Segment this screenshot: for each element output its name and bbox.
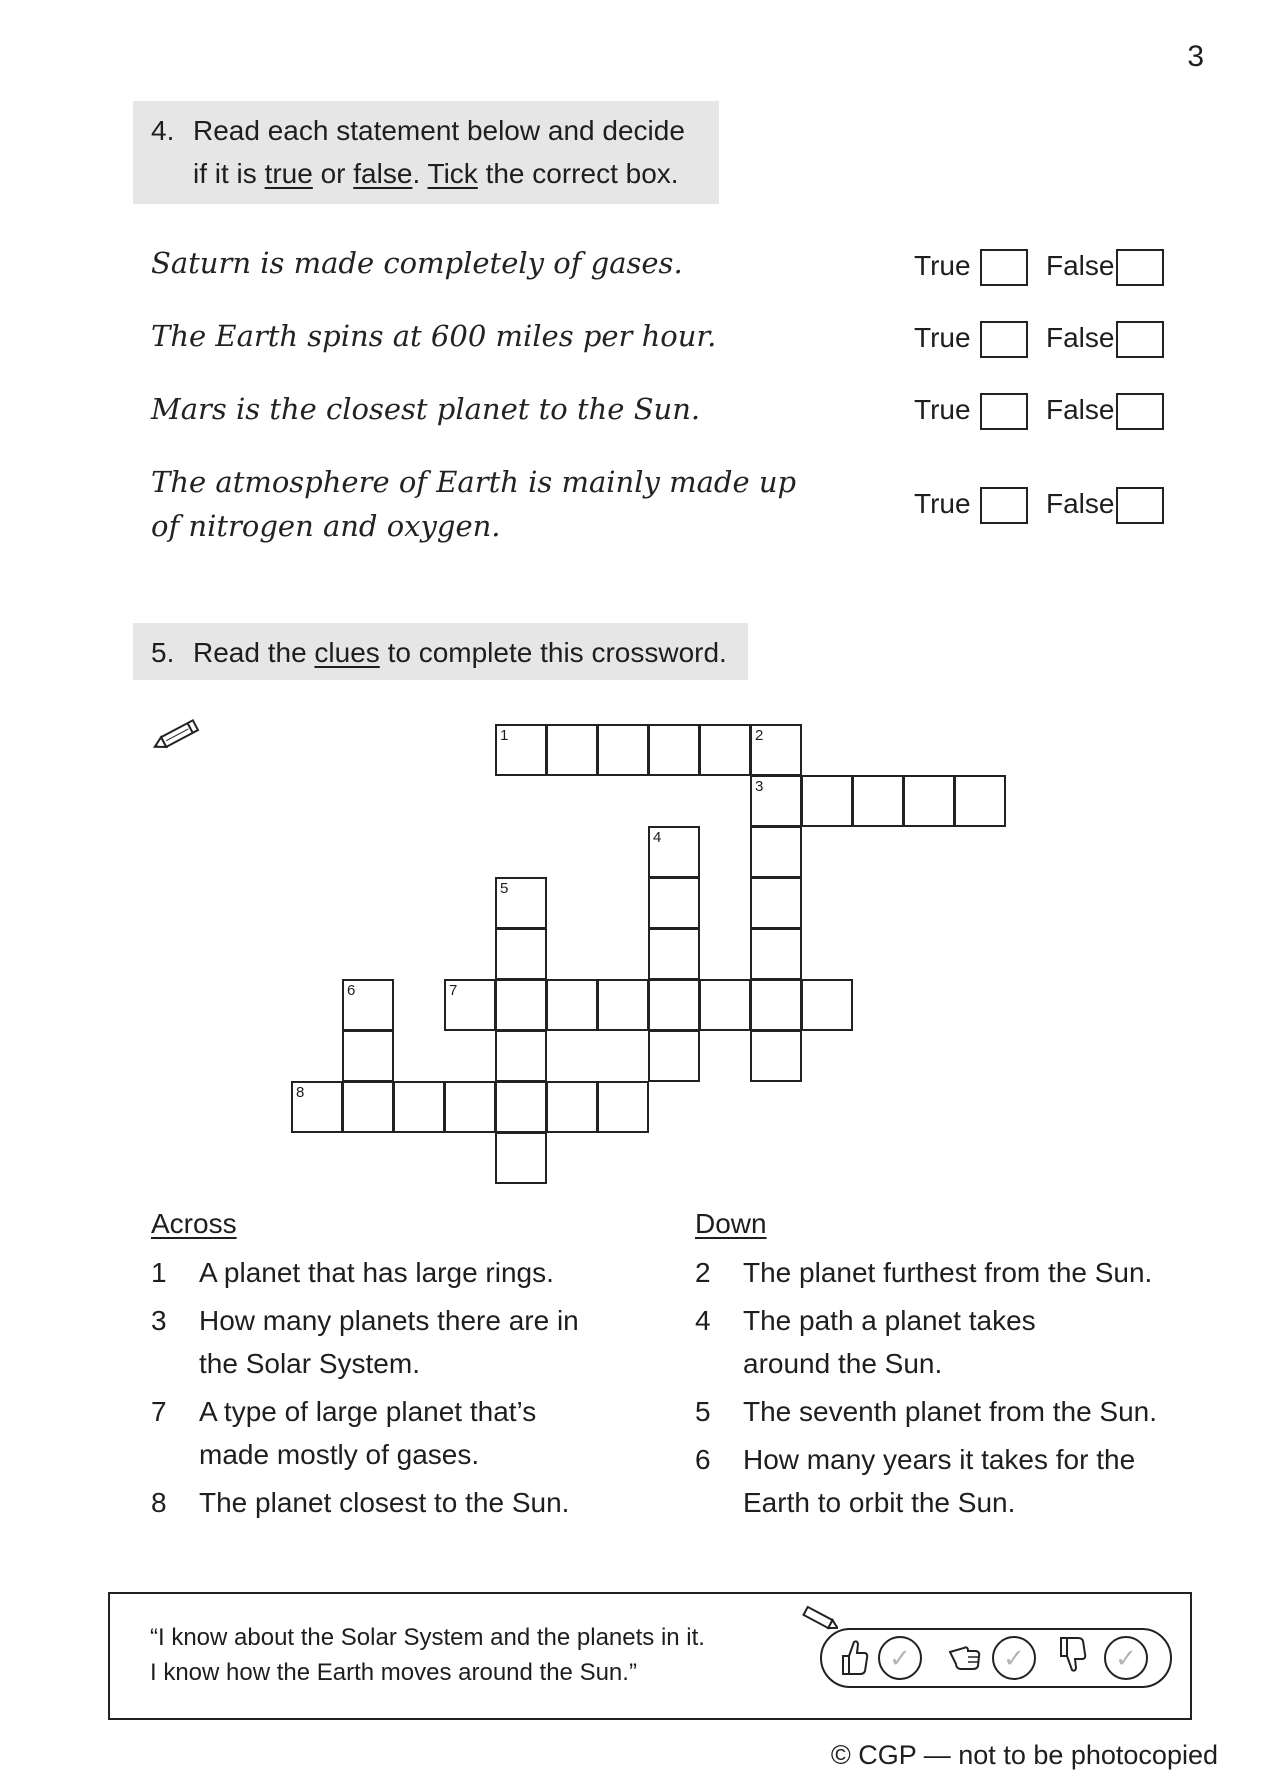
crossword-cell[interactable] bbox=[699, 979, 751, 1031]
true-checkbox[interactable] bbox=[980, 393, 1028, 430]
true-label: True bbox=[914, 488, 971, 519]
across-clues bbox=[151, 1202, 621, 1529]
question-5-instruction: 5. Read the clues to complete this crossword. bbox=[133, 623, 748, 680]
self-assessment-box bbox=[108, 1592, 1192, 1720]
crossword-cell[interactable] bbox=[801, 775, 853, 827]
down-heading: Down bbox=[695, 1208, 767, 1239]
crossword-cell[interactable] bbox=[903, 775, 955, 827]
true-label: True bbox=[914, 250, 971, 281]
crossword-clue-number: 1 bbox=[500, 727, 509, 744]
crossword-cell[interactable] bbox=[648, 826, 700, 878]
false-label: False bbox=[1046, 394, 1115, 425]
crossword-clue-number: 3 bbox=[755, 778, 764, 795]
clue-item: 4 The path a planet takes around the Sun. bbox=[695, 1305, 1036, 1379]
statement-2: The Earth spins at 600 miles per hour. bbox=[151, 319, 717, 353]
crossword-cell[interactable] bbox=[648, 1030, 700, 1082]
crossword-cell[interactable] bbox=[648, 979, 700, 1031]
false-checkbox[interactable] bbox=[1116, 321, 1164, 358]
crossword-cell[interactable] bbox=[597, 724, 649, 776]
crossword-cell[interactable] bbox=[546, 979, 598, 1031]
crossword-cell[interactable] bbox=[342, 979, 394, 1031]
crossword-cell[interactable] bbox=[648, 928, 700, 980]
self-assessment-text: “I know about the Solar System and the planets in it. I know how the Earth moves around the Sun.” bbox=[150, 1624, 705, 1686]
false-checkbox[interactable] bbox=[1116, 487, 1164, 524]
true-checkbox[interactable] bbox=[980, 321, 1028, 358]
crossword-cell[interactable] bbox=[495, 979, 547, 1031]
across-heading: Across bbox=[151, 1208, 237, 1239]
question-5-number: 5. bbox=[151, 637, 175, 668]
thumbs-up-icon bbox=[840, 1638, 870, 1678]
page-number: 3 bbox=[1187, 40, 1204, 73]
true-label: True bbox=[914, 322, 971, 353]
crossword-cell[interactable] bbox=[495, 724, 547, 776]
crossword-cell[interactable] bbox=[750, 979, 802, 1031]
crossword-cell[interactable] bbox=[546, 1081, 598, 1133]
clue-item: 5 The seventh planet from the Sun. bbox=[695, 1396, 1158, 1427]
crossword-clue-number: 2 bbox=[755, 727, 764, 744]
crossword-cell[interactable] bbox=[750, 877, 802, 929]
crossword-cell[interactable] bbox=[495, 1030, 547, 1082]
statement-4-line-2: of nitrogen and oxygen. bbox=[151, 509, 501, 543]
question-4-number: 4. bbox=[151, 115, 175, 146]
false-checkbox[interactable] bbox=[1116, 249, 1164, 286]
crossword-cell[interactable] bbox=[750, 775, 802, 827]
clue-item: 3 How many planets there are in the Solar System. bbox=[151, 1305, 579, 1379]
crossword-clue-number: 5 bbox=[500, 880, 509, 897]
crossword-cell[interactable] bbox=[852, 775, 904, 827]
clue-item: 7 A type of large planet that’s made mostly of gases. bbox=[151, 1396, 537, 1470]
crossword-clue-number: 7 bbox=[449, 982, 458, 999]
crossword-cell[interactable] bbox=[597, 1081, 649, 1133]
crossword-cell[interactable] bbox=[495, 1081, 547, 1133]
clue-item: 2 The planet furthest from the Sun. bbox=[695, 1257, 1153, 1288]
statement-4-line-1: The atmosphere of Earth is mainly made up bbox=[151, 465, 797, 499]
crossword-cell[interactable] bbox=[444, 979, 496, 1031]
false-checkbox[interactable] bbox=[1116, 393, 1164, 430]
pencil-icon bbox=[150, 718, 206, 752]
thumbs-down-icon bbox=[1058, 1634, 1088, 1676]
statement-1: Saturn is made completely of gases. bbox=[151, 246, 683, 280]
crossword-cell[interactable] bbox=[291, 1081, 343, 1133]
crossword-cell[interactable] bbox=[699, 724, 751, 776]
rating-scale bbox=[820, 1628, 1172, 1688]
rating-circle-ok[interactable]: ✓ bbox=[992, 1636, 1036, 1680]
copyright-notice: © CGP — not to be photocopied bbox=[830, 1740, 1218, 1770]
clue-item: 1 A planet that has large rings. bbox=[151, 1257, 554, 1288]
pencil-icon bbox=[794, 1602, 838, 1632]
crossword-cell[interactable] bbox=[750, 826, 802, 878]
crossword-cell[interactable] bbox=[495, 928, 547, 980]
crossword-cell[interactable] bbox=[495, 1132, 547, 1184]
crossword-cell[interactable] bbox=[546, 724, 598, 776]
question-4-line-1: Read each statement below and decide bbox=[193, 115, 685, 146]
false-label: False bbox=[1046, 488, 1115, 519]
crossword-cell[interactable] bbox=[597, 979, 649, 1031]
crossword-clue-number: 6 bbox=[347, 982, 356, 999]
crossword-cell[interactable] bbox=[342, 1030, 394, 1082]
crossword-cell[interactable] bbox=[342, 1081, 394, 1133]
rating-circle-bad[interactable]: ✓ bbox=[1104, 1636, 1148, 1680]
true-label: True bbox=[914, 394, 971, 425]
statement-3: Mars is the closest planet to the Sun. bbox=[151, 392, 701, 426]
crossword-clue-number: 4 bbox=[653, 829, 662, 846]
crossword-cell[interactable] bbox=[648, 877, 700, 929]
true-checkbox[interactable] bbox=[980, 487, 1028, 524]
question-4-line-2: if it is true or false. Tick the correct box. bbox=[193, 158, 679, 189]
crossword-cell[interactable] bbox=[444, 1081, 496, 1133]
crossword-cell[interactable] bbox=[750, 1030, 802, 1082]
crossword-cell[interactable] bbox=[393, 1081, 445, 1133]
question-4-instruction bbox=[133, 101, 719, 204]
clue-item: 6 How many years it takes for the Earth to orbit the Sun. bbox=[695, 1444, 1136, 1518]
crossword-cell[interactable] bbox=[954, 775, 1006, 827]
clue-item: 8 The planet closest to the Sun. bbox=[151, 1487, 570, 1518]
crossword-clue-number: 8 bbox=[296, 1084, 305, 1101]
crossword-cell[interactable] bbox=[648, 724, 700, 776]
crossword-cell[interactable] bbox=[750, 928, 802, 980]
true-checkbox[interactable] bbox=[980, 249, 1028, 286]
thumbs-sideways-icon bbox=[946, 1642, 986, 1672]
down-clues bbox=[695, 1202, 1195, 1529]
crossword-cell[interactable] bbox=[495, 877, 547, 929]
false-label: False bbox=[1046, 322, 1115, 353]
rating-circle-good[interactable]: ✓ bbox=[878, 1636, 922, 1680]
false-label: False bbox=[1046, 250, 1115, 281]
crossword-cell[interactable] bbox=[801, 979, 853, 1031]
crossword-cell[interactable] bbox=[750, 724, 802, 776]
